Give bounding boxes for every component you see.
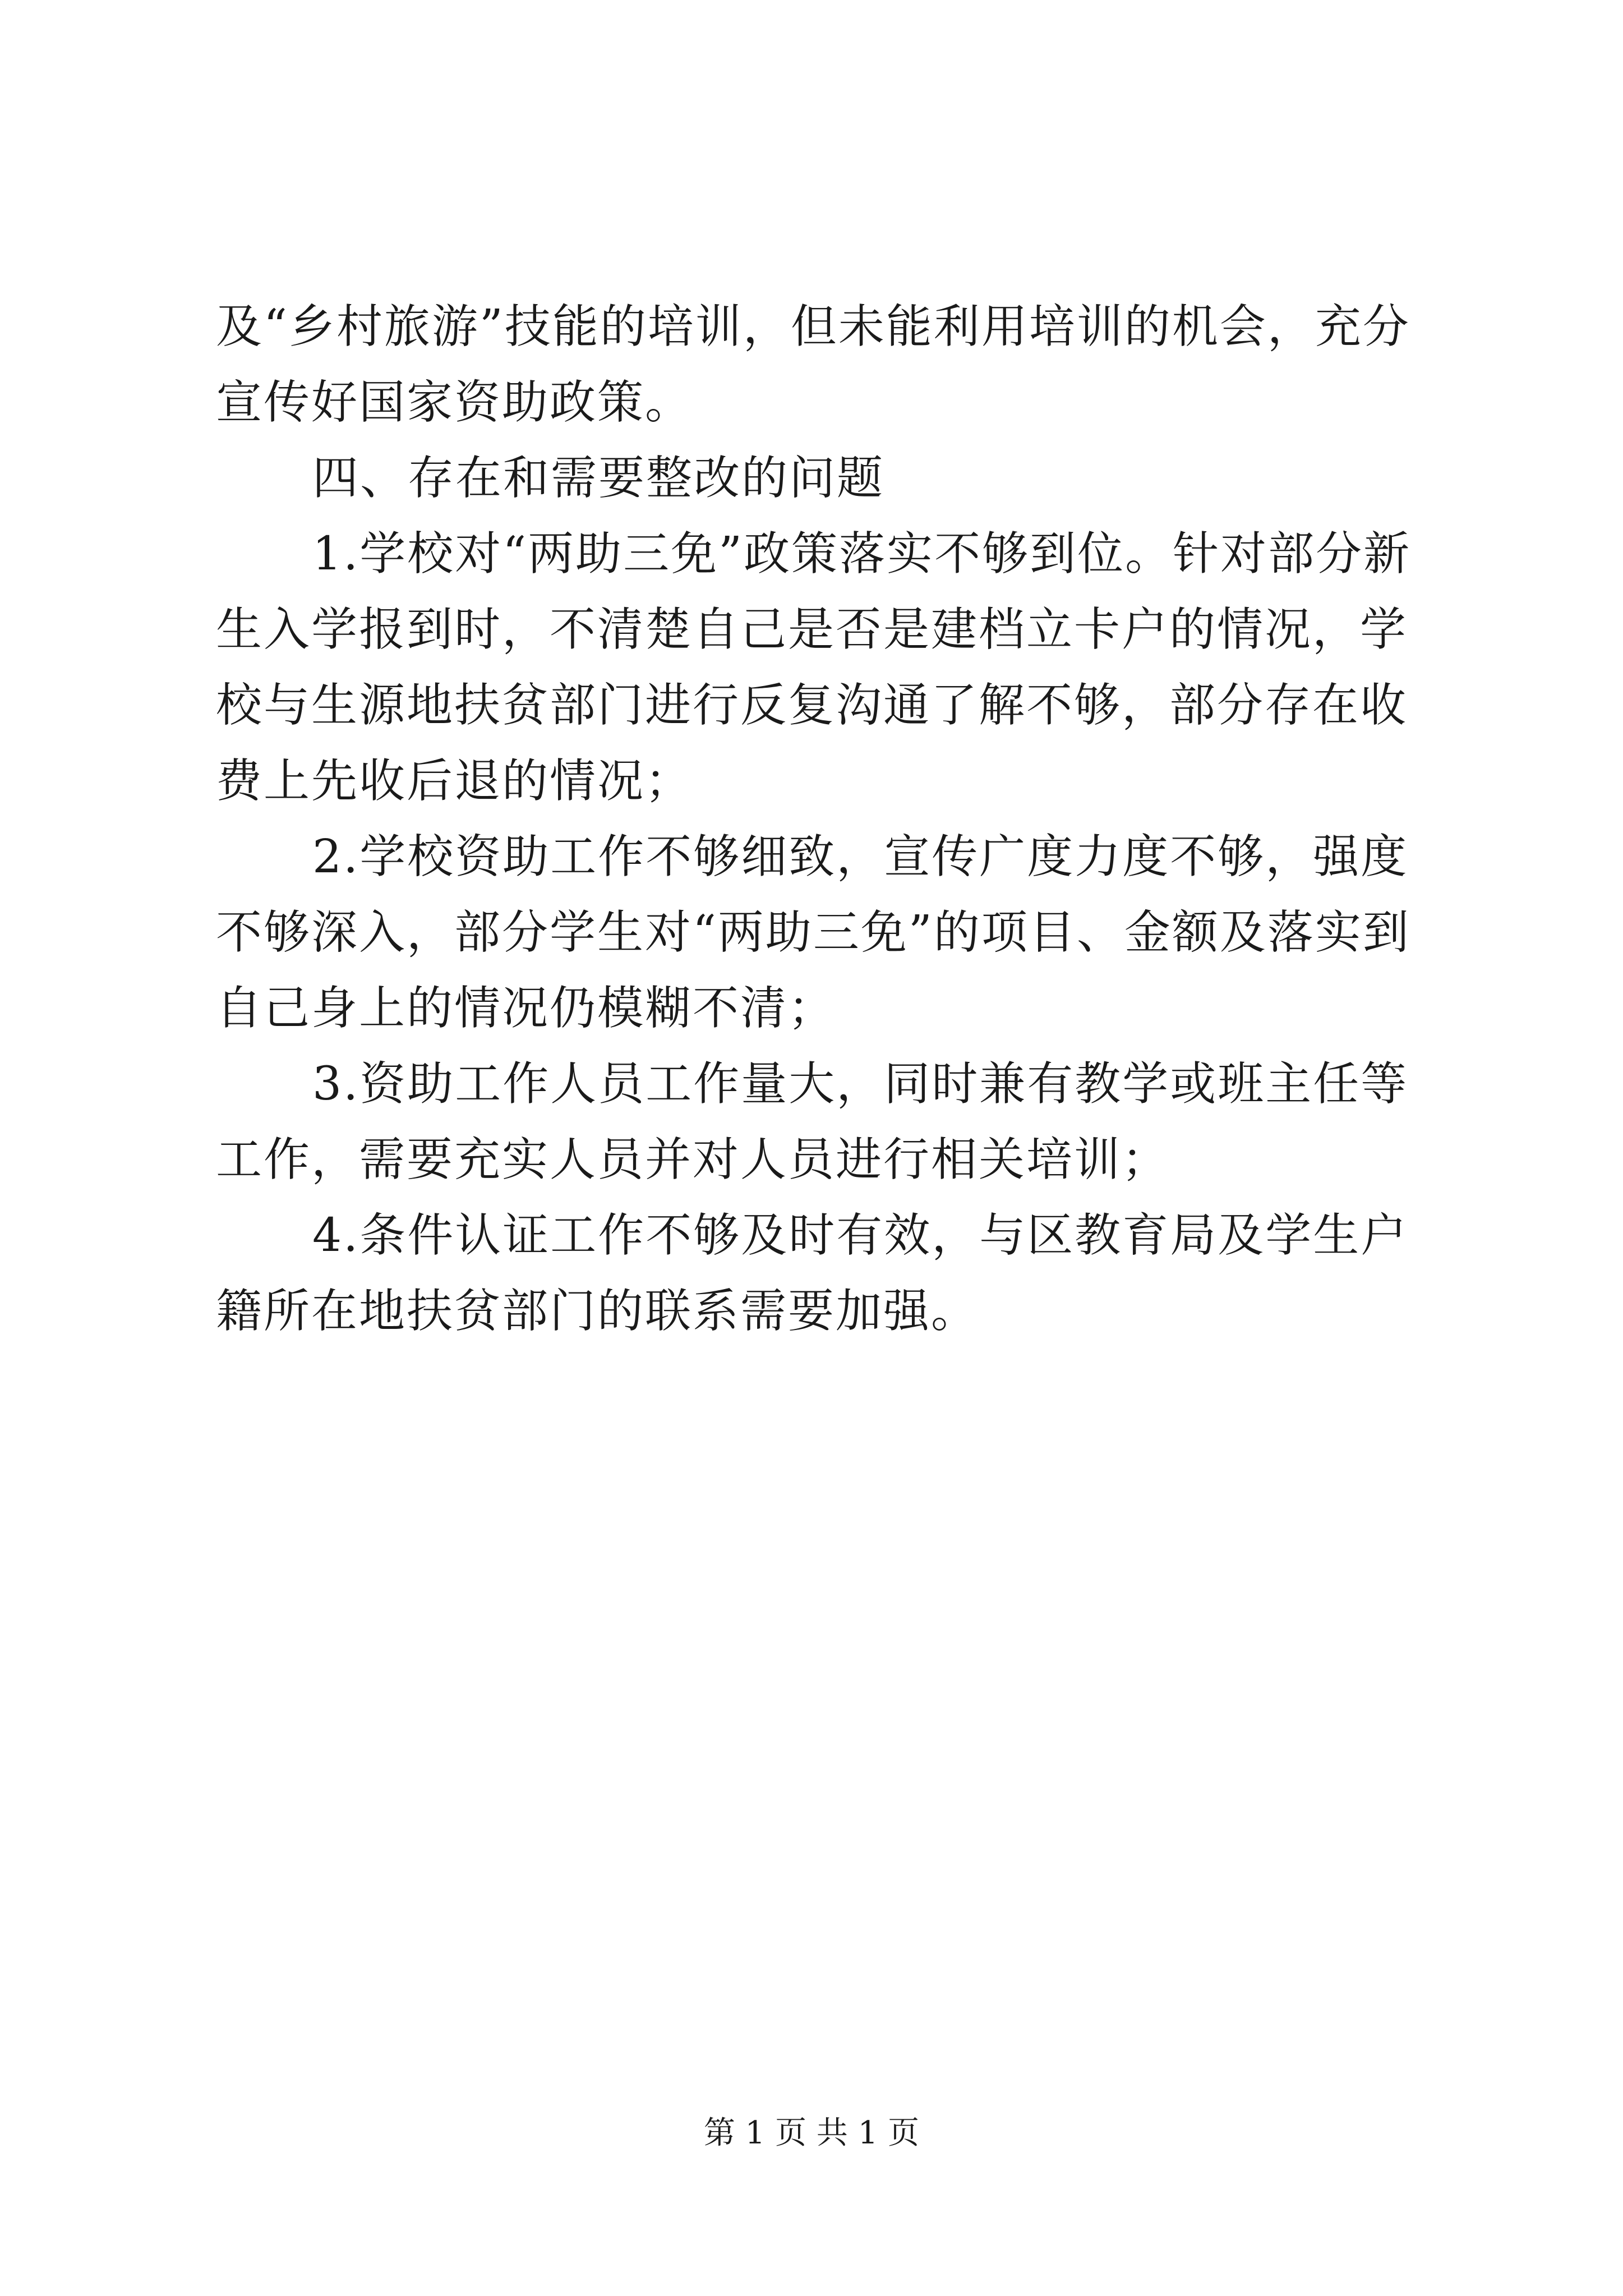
document-body: [216, 289, 1430, 1349]
list-item: 4.条件认证工作不够及时有效，与区教育局及学生户籍所在地扶贫部门的联系需要加强。: [216, 1209, 1409, 1338]
list-item: 3.资助工作人员工作量大，同时兼有教学或班主任等工作，需要充实人员并对人员进行相关培训；: [216, 1057, 1409, 1186]
list-item: 1.学校对“两助三免”政策落实不够到位。针对部分新生入学报到时，不清楚自己是否是建档立卡户的情况，学校与生源地扶贫部门进行反复沟通了解不够，部分存在收费上先收后退的情况；: [216, 527, 1412, 808]
section-heading: 四、存在和需要整改的问题: [312, 452, 885, 505]
list-item: 2.学校资助工作不够细致，宣传广度力度不够，强度不够深入，部分学生对“两助三免”的项目、金额及落实到自己身上的情况仍模糊不清；: [216, 830, 1410, 1035]
paragraph-continuation: 及“乡村旅游”技能的培训，但未能利用培训的机会，充分宣传好国家资助政策。: [216, 300, 1410, 429]
page-number-footer: 第 1 页 共 1 页: [703, 2115, 920, 2151]
